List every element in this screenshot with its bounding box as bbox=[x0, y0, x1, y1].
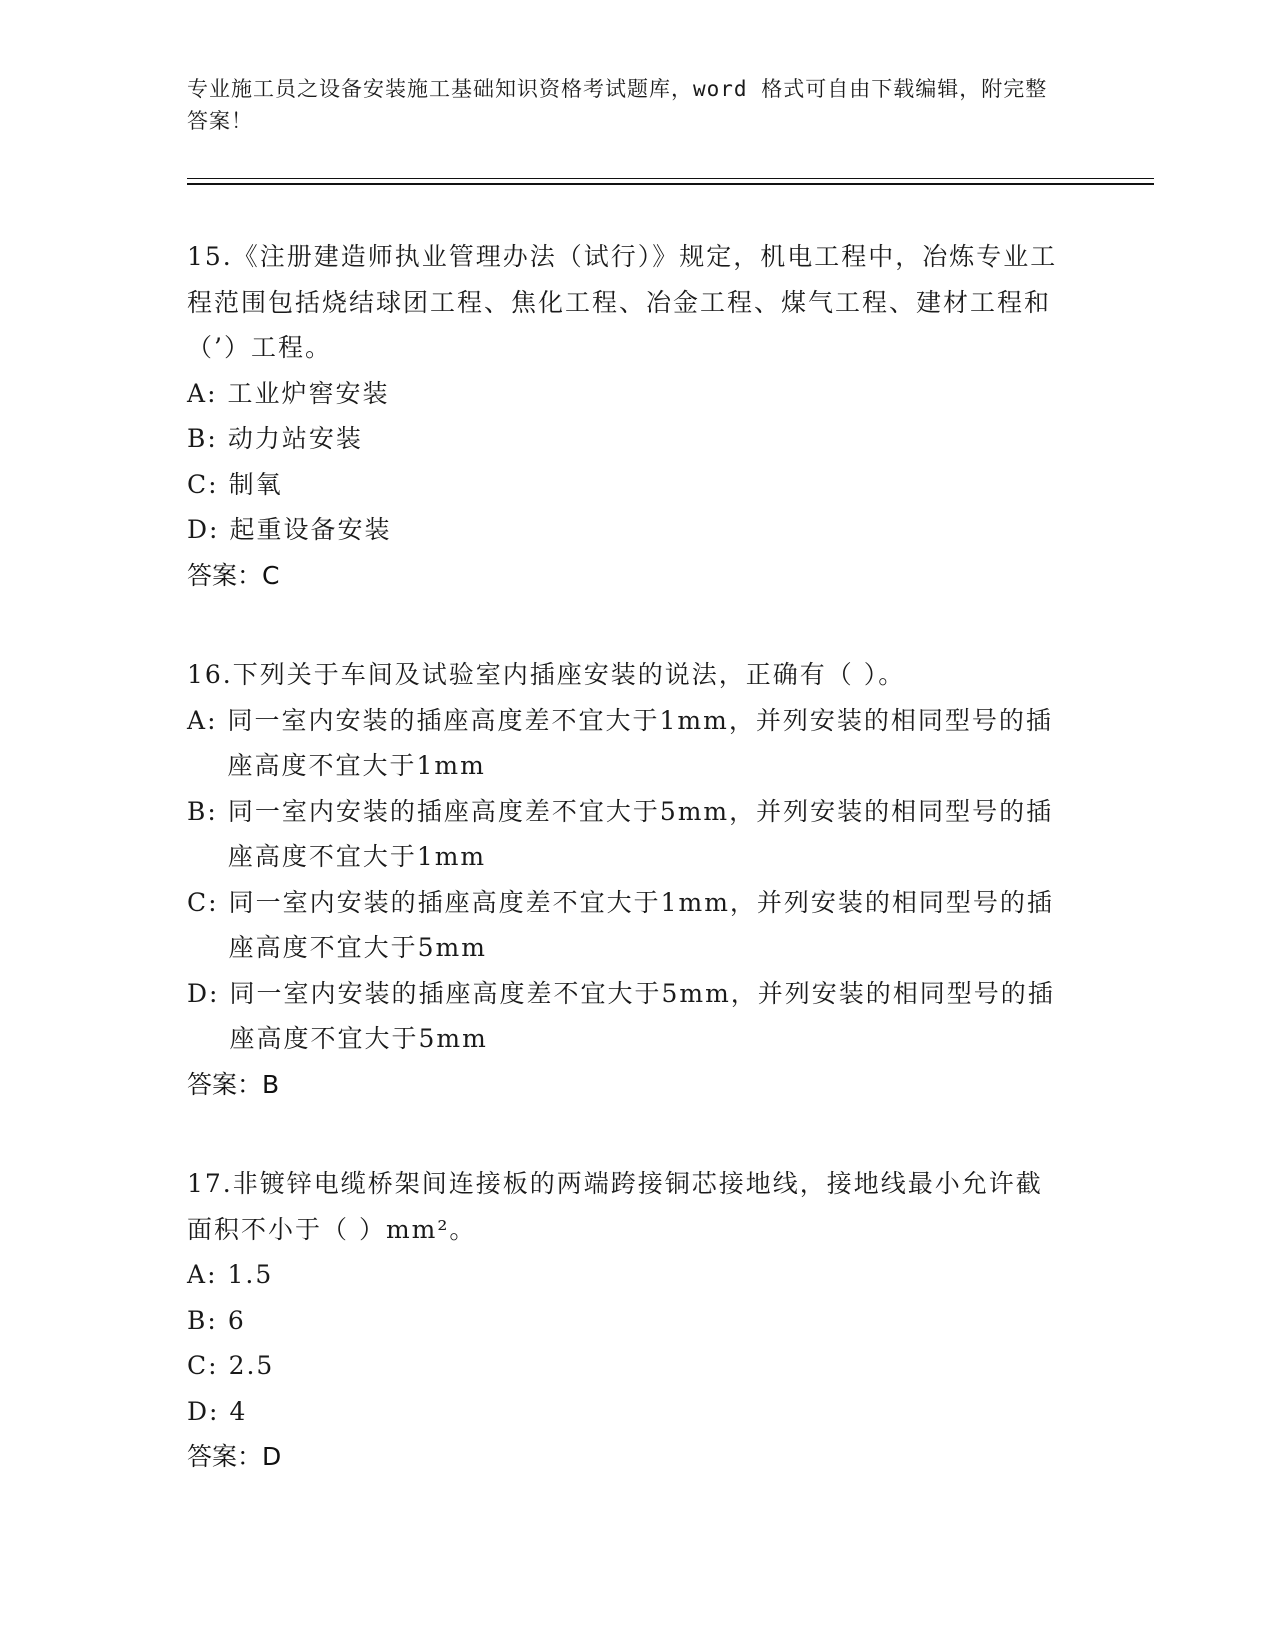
question-text: 16.下列关于车间及试验室内插座安装的说法，正确有（ ）。 bbox=[187, 660, 906, 689]
question-16 bbox=[187, 652, 1067, 1107]
option-text: 动力站安装 bbox=[227, 424, 363, 453]
option-letter: C bbox=[187, 469, 209, 499]
option-text: 同一室内安装的插座高度差不宜大于5mm，并列安装的相同型号的插座高度不宜大于1mm bbox=[227, 796, 1054, 871]
option-c: C : 2.5 bbox=[187, 1343, 1067, 1389]
option-text: 2.5 bbox=[228, 1351, 275, 1380]
option-letter: D bbox=[187, 978, 210, 1008]
answer-line: 答案：D bbox=[187, 1442, 282, 1471]
option-letter: B bbox=[187, 796, 208, 826]
question-17 bbox=[187, 1161, 1067, 1480]
option-letter: B bbox=[187, 1305, 208, 1335]
option-d: D : 同一室内安装的插座高度差不宜大于5mm，并列安装的相同型号的插座高度不宜大于5mm bbox=[187, 971, 1067, 1062]
option-letter: B bbox=[187, 424, 208, 453]
option-b: B : 动力站安装 bbox=[187, 416, 1067, 462]
header-rule-thin bbox=[187, 178, 1154, 179]
option-letter: A bbox=[187, 705, 208, 735]
option-letter: C bbox=[187, 887, 209, 917]
option-c: C : 制氧 bbox=[187, 462, 1067, 508]
question-list bbox=[187, 234, 1067, 1534]
header-rule-thick bbox=[187, 183, 1154, 185]
option-text: 4 bbox=[229, 1396, 248, 1426]
option-letter: A bbox=[187, 1260, 208, 1289]
option-text: 同一室内安装的插座高度差不宜大于1mm，并列安装的相同型号的插座高度不宜大于5mm bbox=[228, 887, 1054, 962]
option-text: 同一室内安装的插座高度差不宜大于1mm，并列安装的相同型号的插座高度不宜大于1mm bbox=[227, 705, 1053, 780]
document-header: 专业施工员之设备安装施工基础知识资格考试题库，word 格式可自由下载编辑，附完整答案！ bbox=[187, 77, 1048, 133]
option-text: 工业炉窖安装 bbox=[227, 378, 390, 408]
option-letter: D bbox=[187, 1396, 210, 1426]
option-text: 1.5 bbox=[227, 1260, 274, 1289]
option-a: A : 工业炉窖安装 bbox=[187, 371, 1067, 417]
option-text: 起重设备安装 bbox=[229, 515, 392, 544]
option-b: B : 6 bbox=[187, 1298, 1067, 1344]
option-a: A : 1.5 bbox=[187, 1252, 1067, 1298]
option-c: C : 同一室内安装的插座高度差不宜大于1mm，并列安装的相同型号的插座高度不宜大于5mm bbox=[187, 880, 1067, 971]
option-b: B : 同一室内安装的插座高度差不宜大于5mm，并列安装的相同型号的插座高度不宜大于1mm bbox=[187, 789, 1067, 880]
answer-line: 答案：C bbox=[187, 560, 280, 590]
answer-line: 答案：B bbox=[187, 1069, 280, 1099]
option-text: 同一室内安装的插座高度差不宜大于5mm，并列安装的相同型号的插座高度不宜大于5mm bbox=[229, 978, 1055, 1053]
option-letter: A bbox=[187, 378, 208, 408]
option-d: D : 4 bbox=[187, 1389, 1067, 1435]
option-d: D : 起重设备安装 bbox=[187, 507, 1067, 553]
option-letter: D bbox=[187, 515, 210, 544]
option-a: A : 同一室内安装的插座高度差不宜大于1mm，并列安装的相同型号的插座高度不宜大于1mm bbox=[187, 698, 1067, 789]
question-15 bbox=[187, 234, 1067, 598]
option-text: 制氧 bbox=[228, 469, 283, 499]
question-text: 17.非镀锌电缆桥架间连接板的两端跨接铜芯接地线，接地线最小允许截面积不小于（ ）mm²。 bbox=[187, 1169, 1043, 1244]
option-text: 6 bbox=[227, 1305, 246, 1335]
option-letter: C bbox=[187, 1351, 209, 1380]
question-text: 15.《注册建造师执业管理办法（试行）》规定，机电工程中，冶炼专业工程范围包括烧结球团工程、焦化工程、冶金工程、煤气工程、建材工程和（’）工程。 bbox=[187, 242, 1058, 362]
